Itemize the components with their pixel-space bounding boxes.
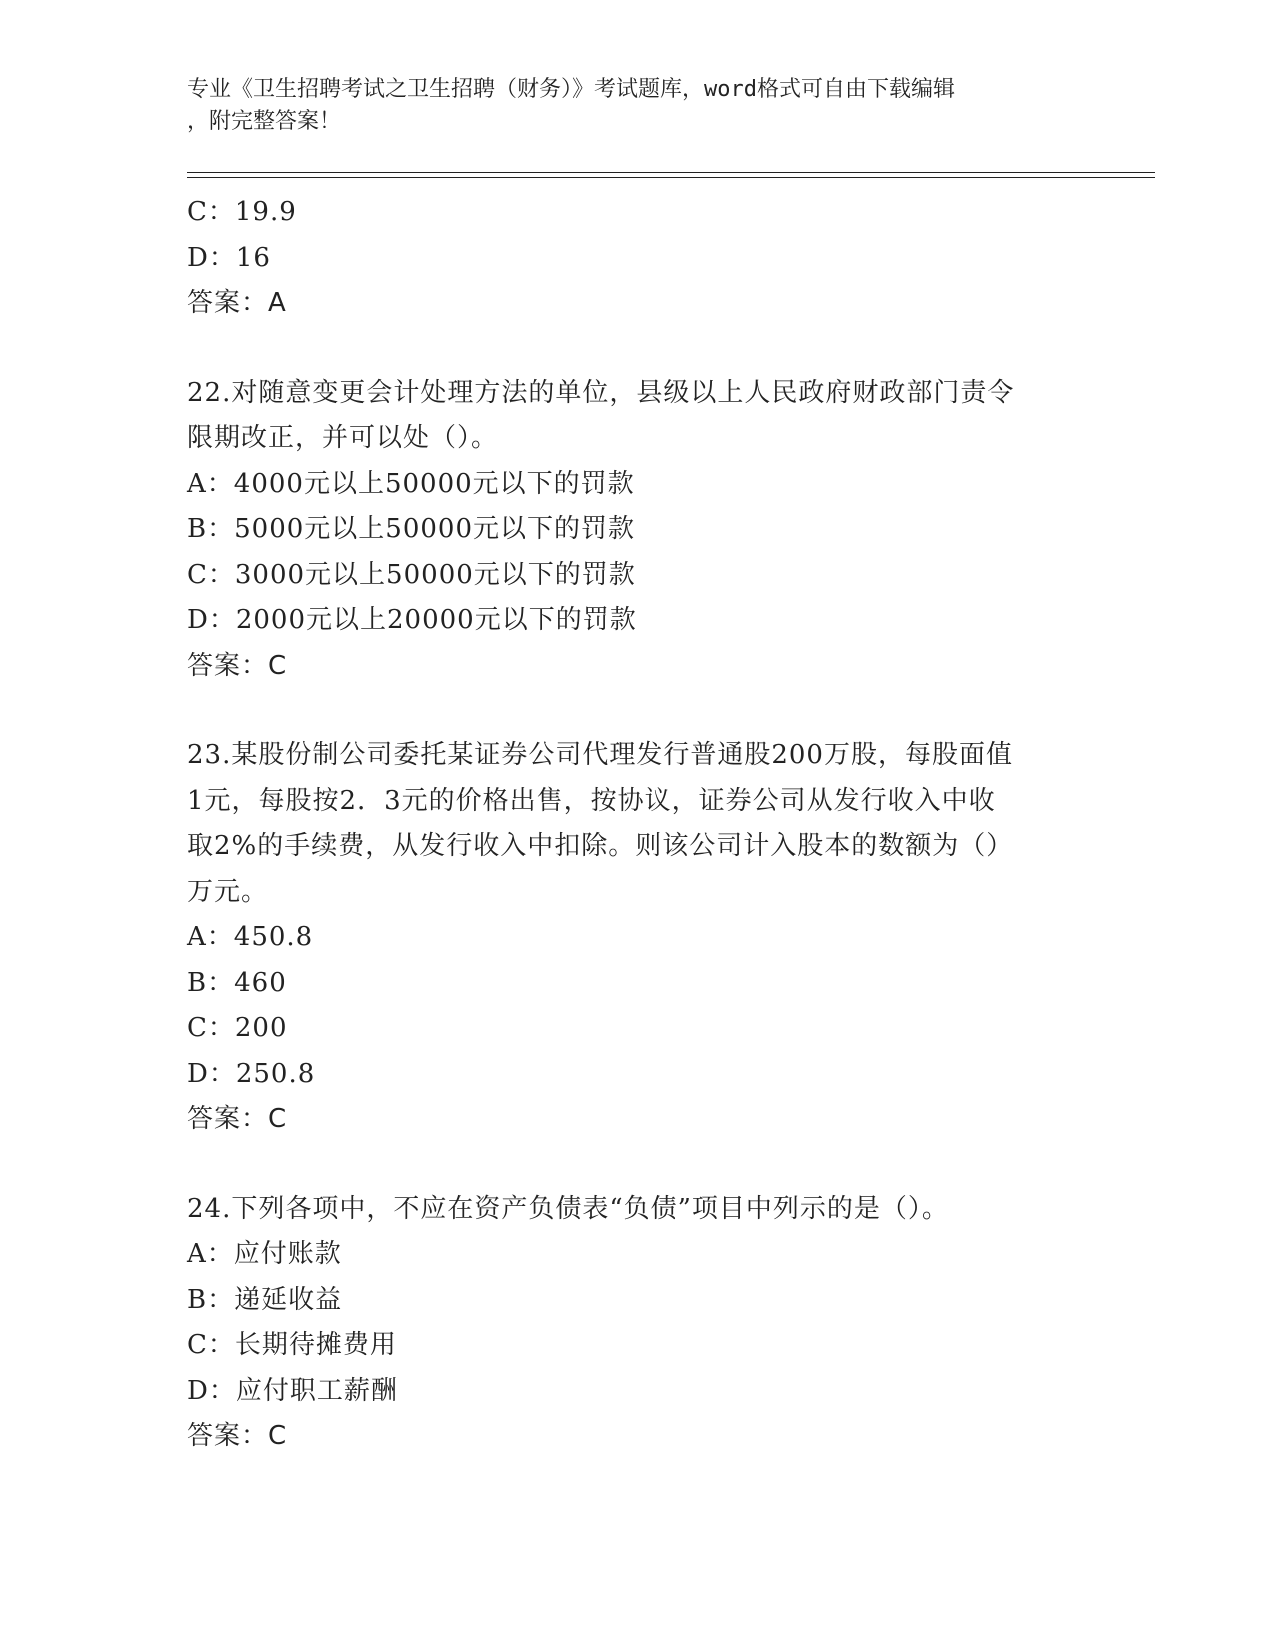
- question-22: [187, 371, 1087, 690]
- question-text-line: 取2%的手续费，从发行收入中扣除。则该公司计入股本的数额为（）: [187, 831, 1014, 861]
- option-d: D：250.8: [187, 1058, 316, 1089]
- header-divider-top: [187, 172, 1155, 173]
- question-24: [187, 1187, 1087, 1460]
- option-b: B：5000元以上50000元以下的罚款: [187, 514, 635, 544]
- header-title-line-1: 专业《卫生招聘考试之卫生招聘（财务）》考试题库，word格式可自由下载编辑: [187, 77, 955, 102]
- header-title-line-2: ，附完整答案！: [187, 109, 342, 134]
- question-text-line: 22.对随意变更会计处理方法的单位，县级以上人民政府财政部门责令: [187, 377, 1015, 408]
- answer-line: 答案：A: [187, 288, 287, 318]
- header-divider-bottom: [187, 177, 1155, 178]
- option-c: C：长期待摊费用: [187, 1330, 397, 1360]
- question-content: [187, 190, 1087, 1460]
- page-header: [187, 74, 1087, 138]
- answer-line: 答案：C: [187, 1421, 288, 1451]
- spacer: [187, 689, 1087, 733]
- question-23: [187, 733, 1087, 1143]
- option-d: D：2000元以上20000元以下的罚款: [187, 605, 637, 635]
- option-c: C：200: [187, 1013, 288, 1043]
- spacer: [187, 327, 1087, 371]
- answer-line: 答案：C: [187, 650, 288, 681]
- question-text-line: 1元，每股按2．3元的价格出售，按协议，证券公司从发行收入中收: [187, 785, 996, 816]
- option-a: A：应付账款: [187, 1239, 342, 1269]
- option-c: C：19.9: [187, 197, 297, 227]
- option-a: A：450.8: [187, 922, 314, 952]
- question-text-line: 24.下列各项中，不应在资产负债表“负债”项目中列示的是（）。: [187, 1193, 949, 1224]
- spacer: [187, 1143, 1087, 1187]
- option-b: B：递延收益: [187, 1284, 343, 1315]
- option-d: D：16: [187, 242, 271, 273]
- option-a: A：4000元以上50000元以下的罚款: [187, 468, 635, 499]
- question-text-line: 万元。: [187, 876, 269, 907]
- answer-line: 答案：C: [187, 1104, 288, 1134]
- question-21-fragment: [187, 190, 1087, 327]
- question-text-line: 限期改正，并可以处（）。: [187, 423, 499, 453]
- option-c: C：3000元以上50000元以下的罚款: [187, 559, 636, 590]
- question-text-line: 23.某股份制公司委托某证券公司代理发行普通股200万股，每股面值: [187, 740, 1013, 770]
- option-d: D：应付职工薪酬: [187, 1375, 398, 1406]
- option-b: B：460: [187, 967, 287, 998]
